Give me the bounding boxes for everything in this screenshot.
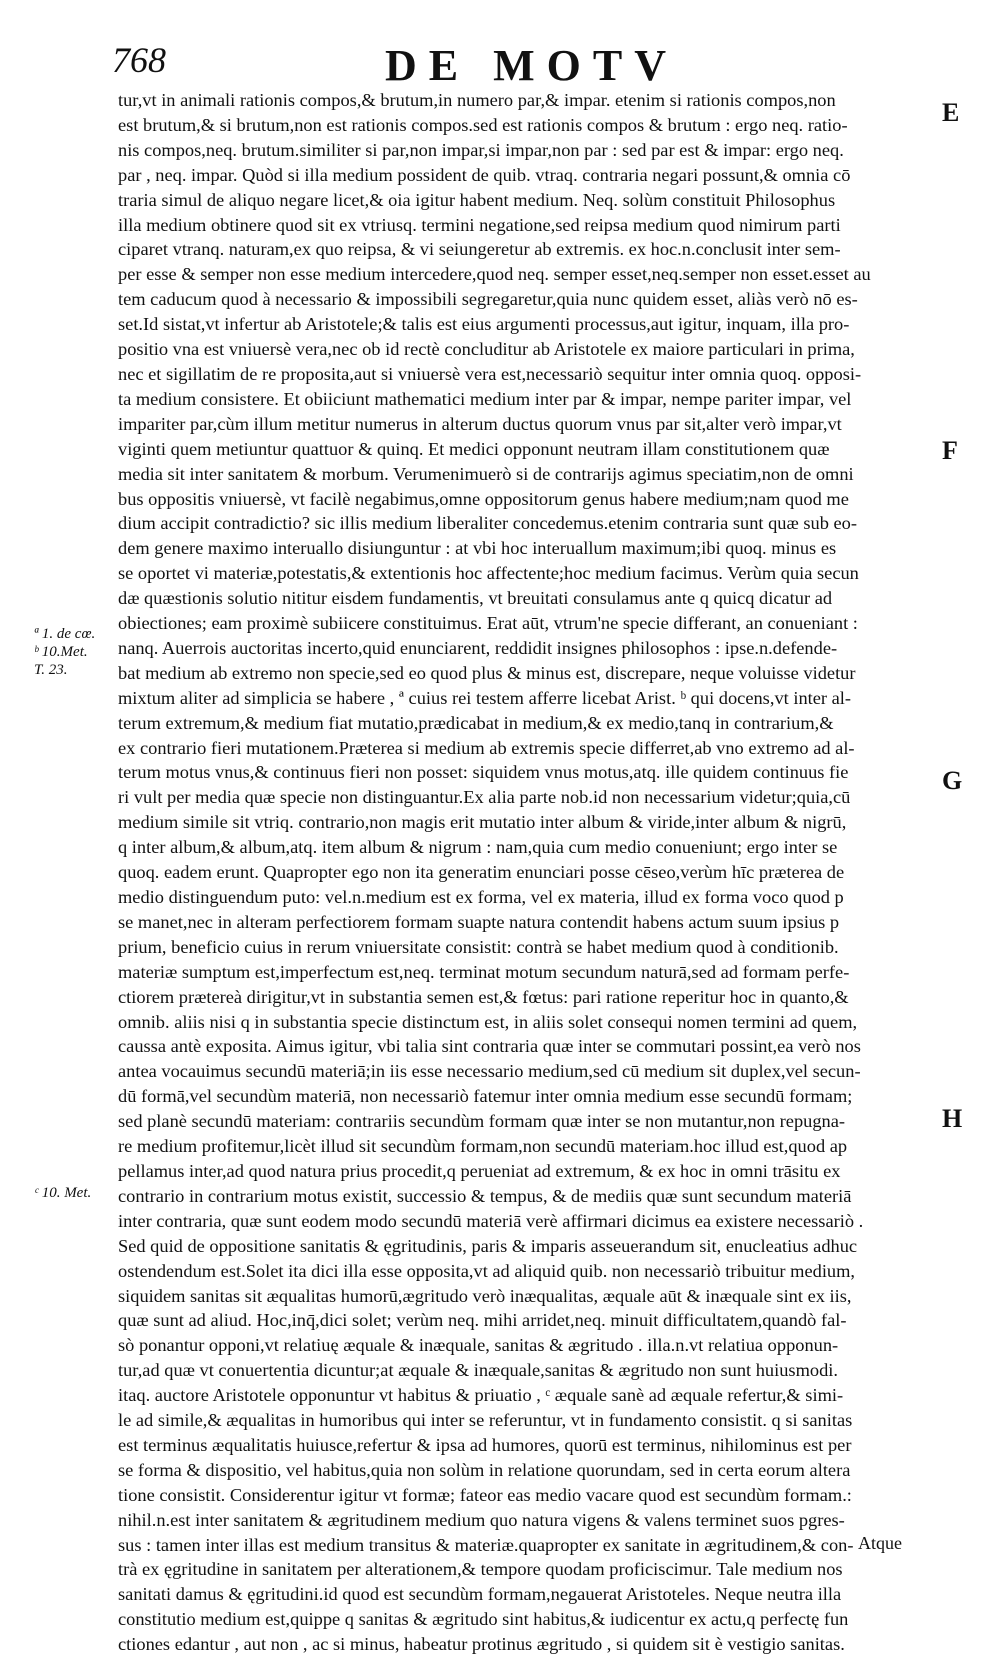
text-line: medio distinguendum puto: vel.n.medium est ex forma, vel ex materia, illud ex forma voco quod p: [118, 887, 844, 907]
text-line: set.Id sistat,vt infertur ab Aristotele;& talis est eius argumenti processus,aut igitur, inquam, illa pro-: [118, 314, 850, 335]
text-line: ciparet vtranq. naturam,ex quo reipsa, & vi seiungeretur ab extremis. ex hoc.n.conclusit inter sem-: [118, 239, 841, 260]
side-note-4: ᶜ 10. Met.: [34, 1185, 92, 1201]
text-line: nihil.n.est inter sanitatem & ægritudinem medium quo natura vigens & valens terminet suos pgres-: [118, 1509, 845, 1530]
text-line: omnib. aliis nisi q in substantia specie distinctum est, in aliis solet consequi nomen termini ad quem,: [118, 1011, 858, 1032]
margin-letter-e: E: [942, 98, 960, 127]
body-text: [118, 88, 930, 1657]
text-line: bus oppositis vniuersè, vt facilè negabimus,omne oppositorum genus habere medium;nam quod me: [118, 488, 849, 509]
text-line: siquidem sanitas sit æqualitas humorū,ægritudo verò inæqualitas, æquale aūt & inæquale sint ex iis,: [118, 1285, 852, 1306]
text-line: Sed quid de oppositione sanitatis & ęgritudinis, paris & imparis asseuerandum sit, enucleatius adhuc: [118, 1235, 858, 1256]
text-line: contrario in contrarium motus existit, successio & tempus, & de mediis quæ sunt secundum materiā: [118, 1185, 852, 1206]
text-line: se manet,nec in alteram perfectiorem formam suapte natura contendit habens actum suum ipsius p: [118, 911, 840, 932]
text-line: nanq. Auerrois auctoritas incerto,quid enunciarent, reddidit insignes philosophos : ipse.n.defende-: [118, 637, 838, 658]
text-line: obiectiones; eam proximè subiicere constituimus. Erat aūt, vtrum'ne specie differant, an conueniant :: [118, 613, 858, 634]
text-line: sò ponantur opponi,vt relatiuę æquale & inæquale, sanitas & ægritudo . illa.n.vt relatiua opponun-: [118, 1335, 839, 1356]
margin-letter-f: F: [942, 436, 958, 465]
text-line: itaq. auctore Aristotele opponuntur vt habitus & priuatio , ᶜ æquale sanè ad æquale refertur,& simi-: [118, 1385, 844, 1406]
text-line: dem genere maximo interuallo disiunguntur : at vbi hoc interuallum maximum;ibi quoq. minus es: [118, 538, 837, 559]
text-line: tione consistit. Considerentur igitur vt formæ; fateor eas medio vacare quod est secundùm formam.:: [118, 1484, 852, 1505]
margin-letter-h: H: [942, 1104, 963, 1133]
text-line: materiæ sumptum est,imperfectum est,neq. terminat motum secundum naturā,sed ad formam perfe-: [118, 961, 850, 982]
page-number: 768: [112, 40, 166, 80]
text-line: tur,vt in animali rationis compos,& brutum,in numero par,& impar. etenim si rationis compos,non: [118, 90, 836, 110]
text-line: mixtum aliter ad simplicia se habere , ª cuius rei testem afferre licebat Arist. ᵇ qui docens,vt inter al-: [118, 687, 852, 708]
text-line: impariter par,cùm illum metitur numerus in alterum ductus quorum vnus par sit,alter verò impar,vt: [118, 413, 842, 434]
text-line: tur,ad quæ vt conuertentia dicuntur;at æquale & inæquale,sanitas & ægritudo non sunt huiusmodi.: [118, 1360, 838, 1381]
text-line: pellamus inter,ad quod natura prius procedit,q perueniat ad extremum, & ex hoc in omni trāsitu ex: [118, 1160, 841, 1181]
text-line: per esse & semper non esse medium intercedere,quod neq. semper esset,neq.semper non esset.esset au: [118, 264, 871, 285]
text-line: traria simul de aliquo negare licet,& oia igitur habent medium. Neq. solùm constituit Philosophus: [118, 189, 836, 210]
side-note-2: ᵇ 10.Met.: [34, 644, 88, 660]
text-line: tem caducum quod à necessario & impossibili segregaretur,quia nunc quidem esset, aliàs verò nō es-: [118, 289, 858, 310]
text-line: q inter album,& album,atq. item album & nigrum : nam,quia cum medio conueniunt; ergo inter se: [118, 837, 838, 858]
text-line: inter contraria, quæ sunt eodem modo secundū materiā verè affirmari dicimus ea existere necessariò .: [118, 1210, 864, 1231]
text-line: bat medium ab extremo non specie,sed eo quod plus & minus est, discrepare, neque voluisse videtur: [118, 662, 856, 683]
text-line: sanitati damus & ęgritudini.id quod est secundùm formam,negauerat Aristoteles. Neque neutra illa: [118, 1584, 842, 1605]
side-note-3: T. 23.: [34, 662, 68, 678]
text-line: dæ quæstionis solutio nititur eisdem fundamentis, vt breuitati consulamus ante q quicq dicatur ad: [118, 588, 833, 609]
text-line: viginti quem metiuntur quattuor & quinq. Et medici opponunt neutram illam constitutionem quæ: [118, 438, 830, 459]
text-line: medium simile sit vtriq. contrario,non magis erit mutatio inter album & viride,inter album & nigrū,: [118, 812, 847, 833]
side-note-1: ª 1. de cœ.: [34, 626, 96, 642]
text-line: constitutio medium est,quippe q sanitas & ægritudo sint habitus,& iudicentur ex actu,q perfectę fun: [118, 1609, 849, 1630]
text-line: ta medium consistere. Et obiiciunt mathematici medium inter par & impar, nempe pariter impar, vel: [118, 388, 852, 409]
text-line: le ad simile,& æqualitas in humoribus qui inter se referuntur, vt in fundamento consistit. q si sanitas: [118, 1410, 853, 1431]
text-line: positio vna est vniuersè vera,nec ob id rectè concluditur ab Aristotele ex maiore particulari in prima,: [118, 339, 855, 360]
text-line: nec et sigillatim de re proposita,aut si vniuersè vera est,necessariò sequitur inter omnia quoq. opposi-: [118, 363, 862, 384]
text-line: se oportet vi materiæ,potestatis,& extentionis hoc affectente;hoc medium facimus. Verùm quia secun: [118, 563, 859, 584]
catchword: Atque: [858, 1533, 902, 1553]
text-line: sus : tamen inter illas est medium transitus & materiæ.quapropter ex sanitate in ægritudinem,& con-: [118, 1534, 854, 1555]
text-line: prium, beneficio cuius in rerum vniuersitate consistit: contrà se habet medium quod à conditionib.: [118, 936, 839, 957]
text-line: sed planè secundū materiam: contrariis secundùm formam quæ inter se non mutantur,non repugna-: [118, 1111, 846, 1132]
text-line: ostendendum est.Solet ita dici illa esse opposita,vt ad aliquid quib. non necessariò tribuitur medium,: [118, 1260, 856, 1281]
margin-letter-g: G: [942, 766, 963, 795]
running-title: DE MOTV: [385, 41, 678, 90]
text-line: ri vult per media quæ specie non distinguantur.Ex alia parte nob.id non necessarium videtur;quia,cū: [118, 787, 851, 808]
text-line: dium accipit contradictio? sic illis medium liberaliter concedemus.etenim contraria sunt quæ sub eo-: [118, 513, 857, 534]
text-line: ctiones edantur , aut non , ac si minus, habeatur protinus ægritudo , si quidem sit è vestigio sanitas.: [118, 1634, 845, 1655]
text-line: dū formā,vel secundùm materiā, non necessariò fatemur inter omnia medium esse secundū formam;: [118, 1086, 853, 1107]
text-line: ex contrario fieri mutationem.Præterea si medium ab extremis specie differret,ab vno extremo ad al-: [118, 737, 855, 758]
text-line: quæ sunt ad aliud. Hoc,inq̄,dici solet; verùm neq. mihi arridet,neq. minuit difficultatem,quandò fal-: [118, 1310, 847, 1331]
text-line: illa medium obtinere quod sit ex vtriusq. termini negatione,sed reipsa medium quod nimirum parti: [118, 214, 841, 235]
text-line: nis compos,neq. brutum.similiter si par,non impar,si impar,non par : sed par est & impar: ergo neq.: [118, 139, 844, 160]
text-line: est brutum,& si brutum,non est rationis compos.sed est rationis compos & brutum : ergo neq. ratio-: [118, 114, 848, 135]
text-line: re medium profitemur,licèt illud sit secundùm formam,non secundū materiam.hoc illud est,quod ap: [118, 1136, 848, 1157]
text-line: caussa antè exposita. Aimus igitur, vbi talia sint contraria quæ inter se commutari possint,ea verò nos: [118, 1036, 861, 1057]
text-line: par , neq. impar. Quòd si illa medium possident de quib. vtraq. contraria negari possunt,& omnia cō: [118, 164, 851, 185]
text-line: trà ex ęgritudine in sanitatem per alterationem,& tempore quodam proficiscimur. Tale medium nos: [118, 1559, 843, 1580]
text-line: ctiorem prætereà dirigitur,vt in substantia semen est,& fœtus: pari ratione reperitur hoc in quanto,&: [118, 986, 849, 1007]
text-line: terum motus vnus,& continuus fieri non posset: siquidem vnus motus,atq. ille quidem continuus fie: [118, 762, 849, 783]
text-line: antea vocauimus secundū materiā;in iis esse necessario medium,sed cū medium sit duplex,vel secun-: [118, 1061, 861, 1082]
text-line: quoq. eadem erunt. Quapropter ego non ita generatim enunciari posse cēseo,verùm hīc præterea de: [118, 862, 845, 883]
text-line: se forma & dispositio, vel habitus,quia non solùm in relatione quorundam, sed in certa eorum altera: [118, 1459, 851, 1480]
text-line: media sit inter sanitatem & morbum. Verumenimuerò si de contrarijs agimus speciatim,non de omni: [118, 463, 854, 484]
text-line: terum extremum,& medium fiat mutatio,prædicabat in medium,& ex medio,tanq in contrarium,&: [118, 712, 834, 733]
text-line: est terminus æqualitatis huiusce,refertur & ipsa ad humores, quorū est terminus, nihilominus est per: [118, 1434, 852, 1455]
